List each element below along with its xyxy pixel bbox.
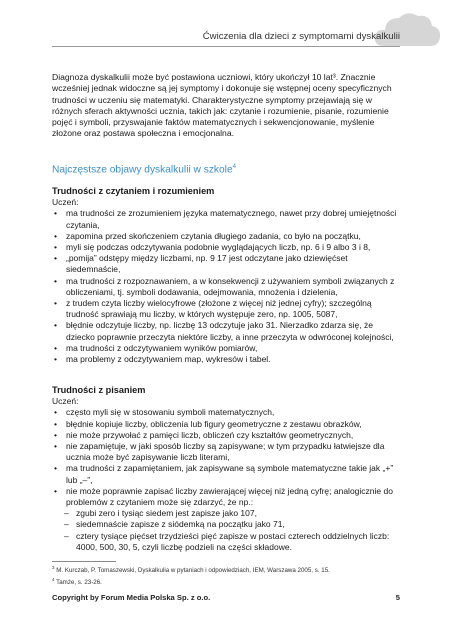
list-item: • ma trudności z zapamiętaniem, jak zapisywane są symbole matematyczne takie jak „+” lub „–”, xyxy=(52,463,400,485)
list-item: • ma trudności ze zrozumieniem języka matematycznego, nawet przy dobrej umiejętności czytania, xyxy=(52,208,400,230)
list-item: • błędnie kopiuje liczby, obliczenia lub figury geometryczne z zestawu obrazków, xyxy=(52,419,400,430)
list-item: • myli się podczas odczytywania podobnie wyglądających liczb, np. 6 i 9 albo 3 i 8, xyxy=(52,242,400,253)
sub-list-item: – siedemnaście zapisze z siódemką na początku jako 71, xyxy=(52,519,400,530)
section-heading: Najczęstsze objawy dyskalkulii w szkole$^4$ xyxy=(52,164,236,176)
list-item: • ma trudności z rozpoznawaniem, a w konsekwencji z używaniem symboli związanych z obliczeniami, tj. symboli dodawania, odejmowania, mnożenia i dzielenia, xyxy=(52,276,400,298)
footnote: $^3$ M. Kurczab, P. Tomaszewski, Dyskalkulia w pytaniach i odpowiedziach, IEM, Warszawa 2005, s. 15. xyxy=(52,565,330,575)
sub-list-item: – zgubi zero i tysiąc siedem jest zapisze jako 107, xyxy=(52,508,400,519)
page-number: 5 xyxy=(395,593,400,602)
copyright-text: Copyright by Forum Media Polska Sp. z o.o. xyxy=(52,593,211,602)
reading-lead: Uczeń: xyxy=(52,197,79,208)
writing-lead: Uczeń: xyxy=(52,396,79,407)
list-item: • nie może przywołać z pamięci liczb, obliczeń czy kształtów geometrycznych, xyxy=(52,430,400,441)
running-header: Ćwiczenia dla dzieci z symptomami dyskalkulii xyxy=(202,31,400,42)
writing-heading: Trudności z pisaniem xyxy=(52,385,146,395)
list-item: • ma trudności z odczytywaniem wyników pomiarów, xyxy=(52,343,400,354)
writing-list xyxy=(52,407,400,553)
page-footer xyxy=(52,593,400,602)
list-item: • nie może poprawnie zapisać liczby zawierającej więcej niż jedną cyfrę; analogicznie do problemów z czytaniem może się zdarzyć, że np.: xyxy=(52,486,400,508)
list-item: • nie zapamiętuje, w jaki sposób liczby są zapisywane; w tym przypadku łatwiejsze dla ucznia może być zapisywanie liczb literami, xyxy=(52,441,400,463)
sub-list-item: – cztery tysiące pięćset trzydzieści pięć zapisze w postaci czterech oddzielnych liczb: 4000, 500, 30, 5, czyli liczbę podzieli na części składowe. xyxy=(52,531,400,553)
intro-paragraph: Diagnoza dyskalkulii może być postawiona uczniowi, który ukończył 10 lat³. Znacznie wcześniej jednak widoczne są jej symptomy i dokonuje się wstępnej oceny specyficznych trudności w uczeniu się matematyki. Charakterystyczne symptomy przejawiają się w różnych sferach aktywności ucznia, takich jak: czytanie i rozumienie, pisanie, rozumienie pojęć i symboli, przyswajanie faktów matematycznych i sekwencjonowanie, myślenie złożone oraz postawa społeczna i emocjonalna. xyxy=(52,72,392,139)
footnote-divider xyxy=(52,561,116,562)
list-item: • z trudem czyta liczby wielocyfrowe (złożone z więcej niż jednej cyfry); szczególną trudność sprawiają mu liczby, w których występuje zero, np. 1005, 5087, xyxy=(52,298,400,320)
list-item: • zapomina przed skończeniem czytania długiego zadania, co było na początku, xyxy=(52,231,400,242)
reading-heading: Trudności z czytaniem i rozumieniem xyxy=(52,186,215,196)
footnote-ref: 4 xyxy=(232,164,236,170)
writing-section xyxy=(52,385,400,553)
list-item: • ma problemy z odczytywaniem map, wykresów i tabel. xyxy=(52,354,400,365)
list-item: • często myli się w stosowaniu symboli matematycznych, xyxy=(52,407,400,418)
footnotes xyxy=(52,564,412,587)
footnote: $^4$ Tamże, s. 23-26. xyxy=(52,576,102,586)
list-item: • „pomija” odstępy między liczbami, np. 9 17 jest odczytane jako dziewięćset siedemnaście, xyxy=(52,253,400,275)
list-item: • błędnie odczytuje liczby, np. liczbę 13 odczytuje jako 31. Nierzadko zdarza się, że dziecko poprawnie przeczyta niektóre liczby, a inne przeczyta w odwróconej kolejności, xyxy=(52,320,400,342)
reading-section xyxy=(52,186,400,365)
header-divider xyxy=(52,46,400,47)
reading-list xyxy=(52,208,400,365)
